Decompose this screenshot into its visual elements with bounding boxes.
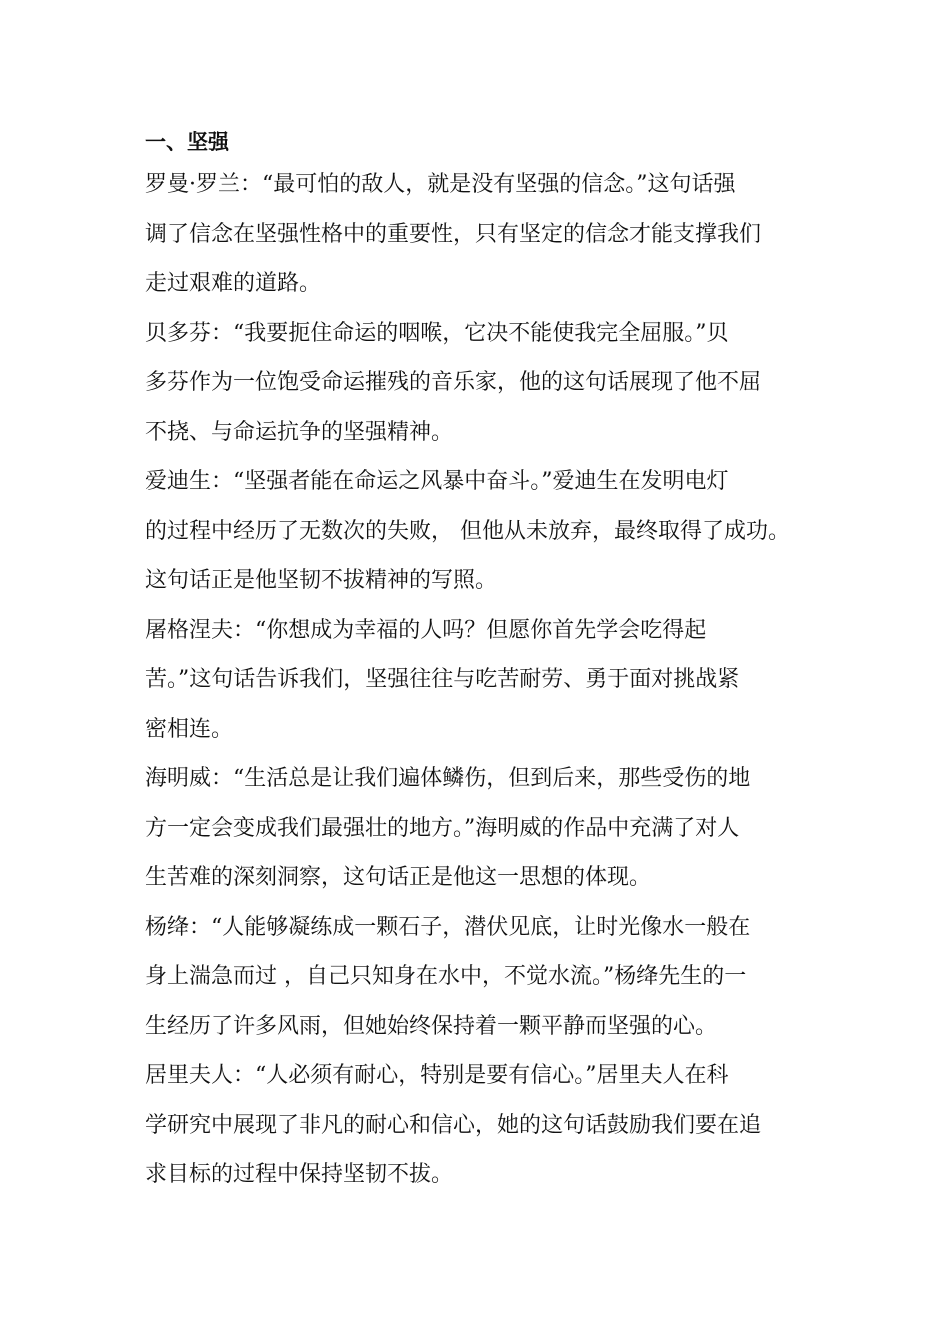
paragraph-line: 苦。”这句话告诉我们，坚强往往与吃苦耐劳、勇于面对挑战紧 bbox=[145, 667, 740, 692]
paragraph-line: 这句话正是他坚韧不拔精神的写照。 bbox=[145, 568, 498, 593]
paragraph-line: 不挠、与命运抗争的坚强精神。 bbox=[145, 419, 454, 445]
paragraph-line: 密相连。 bbox=[145, 716, 234, 742]
paragraph-line: 海明威：“生活总是让我们遍体鳞伤，但到后来，那些受伤的地 bbox=[145, 766, 751, 791]
quote-paragraph-hemingway bbox=[145, 754, 825, 903]
paragraph-line: 走过艰难的道路。 bbox=[145, 271, 322, 296]
section-title: 一、坚强 bbox=[145, 130, 229, 154]
quote-paragraph-marie-curie bbox=[145, 1051, 825, 1200]
paragraph-line: 罗曼·罗兰：“最可怕的敌人，就是没有坚强的信念。”这句话强 bbox=[145, 172, 736, 197]
paragraph-line: 的过程中经历了无数次的失败， 但他从未放弃，最终取得了成功。 bbox=[145, 518, 790, 544]
document-content bbox=[145, 128, 825, 1200]
paragraph-line: 居里夫人：“人必须有耐心，特别是要有信心。”居里夫人在科 bbox=[145, 1063, 729, 1088]
paragraph-line: 生苦难的深刻洞察，这句话正是他这一思想的体现。 bbox=[145, 865, 652, 890]
paragraph-line: 方一定会变成我们最强壮的地方。”海明威的作品中充满了对人 bbox=[145, 815, 740, 841]
quote-paragraph-edison bbox=[145, 457, 825, 606]
paragraph-line: 生经历了许多风雨，但她始终保持着一颗平静而坚强的心。 bbox=[145, 1013, 718, 1039]
quote-paragraph-yang-jiang bbox=[145, 903, 825, 1052]
paragraph-line: 求目标的过程中保持坚韧不拔。 bbox=[145, 1162, 454, 1187]
paragraph-line: 多芬作为一位饱受命运摧残的音乐家，他的这句话展现了他不屈 bbox=[145, 370, 762, 395]
quote-paragraph-turgenev bbox=[145, 606, 825, 755]
paragraph-line: 爱迪生：“坚强者能在命运之风暴中奋斗。”爱迪生在发明电灯 bbox=[145, 469, 729, 494]
quote-paragraph-romain-rolland bbox=[145, 160, 825, 309]
paragraph-line: 身上湍急而过 ，自己只知身在水中，不觉水流。”杨绛先生的一 bbox=[145, 964, 747, 989]
paragraph-line: 调了信念在坚强性格中的重要性，只有坚定的信念才能支撑我们 bbox=[145, 221, 762, 247]
paragraph-line: 屠格涅夫：“你想成为幸福的人吗？但愿你首先学会吃得起 bbox=[145, 617, 707, 643]
paragraph-line: 学研究中展现了非凡的耐心和信心，她的这句话鼓励我们要在追 bbox=[145, 1112, 762, 1138]
paragraph-line: 杨绛：“人能够凝练成一颗石子，潜伏见底，让时光像水一般在 bbox=[145, 914, 751, 940]
paragraph-line: 贝多芬：“我要扼住命运的咽喉，它决不能使我完全屈服。”贝 bbox=[145, 320, 729, 346]
quote-paragraph-beethoven bbox=[145, 309, 825, 458]
